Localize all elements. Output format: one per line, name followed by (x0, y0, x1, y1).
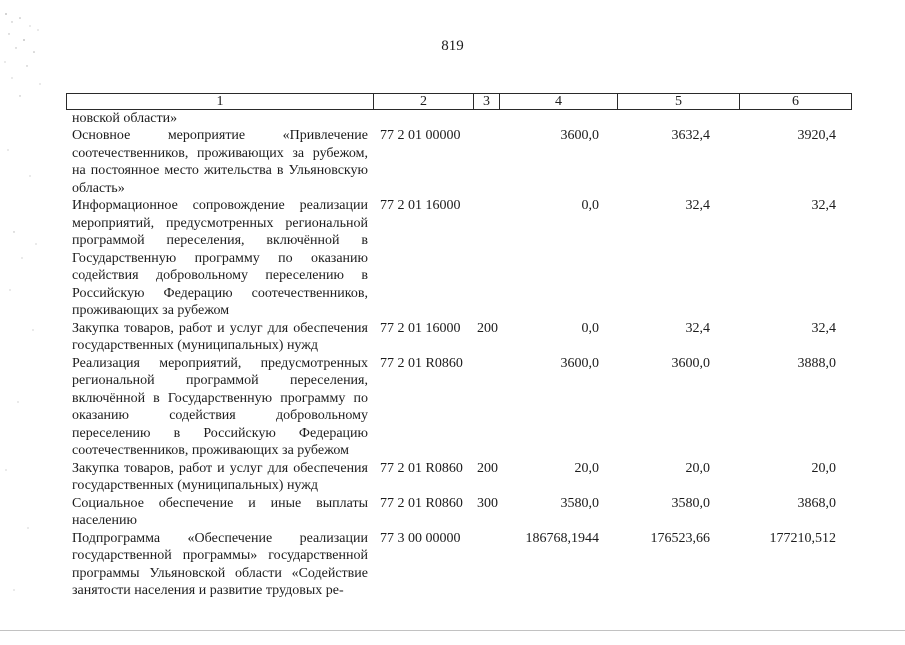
header-col-4: 4 (500, 94, 618, 109)
row-code: 77 3 00 00000 (380, 530, 461, 546)
row-value-4: 186768,1944 (525, 530, 599, 546)
row-value-6: 20,0 (811, 460, 836, 476)
row-value-5: 176523,66 (650, 530, 710, 546)
header-col-3: 3 (474, 94, 500, 109)
row-name: Основное мероприятие «Привлечение соотечественников, проживающих за рубежом, на постоянное место жительства в Ульяновскую область» (72, 128, 368, 196)
table-row (0, 355, 905, 460)
row-name: Реализация мероприятий, предусмотренных региональной программой переселения, включённой в Государственную программу по оказанию содействия добровольному переселению в Российскую Федерацию соотечественников, проживающих за рубежом (72, 355, 368, 458)
row-name: Закупка товаров, работ и услуг для обеспечения государственных (муниципальных) нужд (72, 460, 368, 493)
row-code: 77 2 01 R0860 (380, 460, 463, 476)
row-name: новской области» (72, 111, 178, 126)
table-row (0, 495, 905, 530)
row-value-5: 3632,4 (671, 128, 710, 143)
row-value-4: 3580,0 (560, 495, 599, 511)
row-code: 77 2 01 16000 (380, 198, 461, 213)
table-row (0, 530, 905, 600)
header-col-1: 1 (67, 94, 374, 109)
row-value-6: 32,4 (811, 198, 836, 213)
row-value-5: 3600,0 (671, 355, 710, 371)
header-col-5: 5 (618, 94, 740, 109)
row-value-6: 3868,0 (797, 495, 836, 511)
row-name: Информационное сопровождение реализации мероприятий, предусмотренных региональной программой переселения, включённой в Государственную программу по оказанию содействия добровольному переселению в Российскую Федерацию соотечественников, проживающих за рубежом (72, 198, 368, 318)
row-code: 77 2 01 16000 (380, 320, 461, 336)
row-type: 200 (477, 460, 498, 476)
row-name: Социальное обеспечение и иные выплаты населению (72, 495, 368, 528)
table-row (0, 320, 905, 355)
row-value-5: 3580,0 (671, 495, 710, 511)
table-row (0, 110, 905, 127)
header-col-6: 6 (792, 94, 799, 109)
table-header (66, 93, 852, 110)
row-value-4: 20,0 (574, 460, 599, 476)
row-code: 77 2 01 00000 (380, 128, 461, 143)
row-value-5: 32,4 (685, 320, 710, 336)
table-row (0, 197, 905, 320)
row-value-4: 3600,0 (560, 355, 599, 371)
row-type: 300 (477, 495, 498, 511)
row-code: 77 2 01 R0860 (380, 495, 463, 511)
row-value-6: 177210,512 (769, 530, 836, 546)
row-value-4: 3600,0 (560, 128, 599, 143)
row-value-4: 0,0 (581, 320, 599, 336)
page-number: 819 (441, 38, 464, 54)
row-value-4: 0,0 (581, 198, 599, 213)
table-body (0, 110, 905, 600)
row-type: 200 (477, 320, 498, 336)
row-value-6: 3920,4 (797, 128, 836, 143)
row-name: Подпрограмма «Обеспечение реализации государственной программы» государственной программы Ульяновской области «Содействие занятости населения и развитие трудовых ре- (72, 530, 368, 598)
table-row (0, 460, 905, 495)
row-name: Закупка товаров, работ и услуг для обеспечения государственных (муниципальных) нужд (72, 320, 368, 353)
row-code: 77 2 01 R0860 (380, 355, 463, 371)
scan-edge-line (0, 630, 905, 631)
row-value-6: 32,4 (811, 320, 836, 336)
header-col-2: 2 (374, 94, 474, 109)
row-value-5: 32,4 (685, 198, 710, 213)
row-value-5: 20,0 (685, 460, 710, 476)
row-value-6: 3888,0 (797, 355, 836, 371)
table-row (0, 127, 905, 197)
